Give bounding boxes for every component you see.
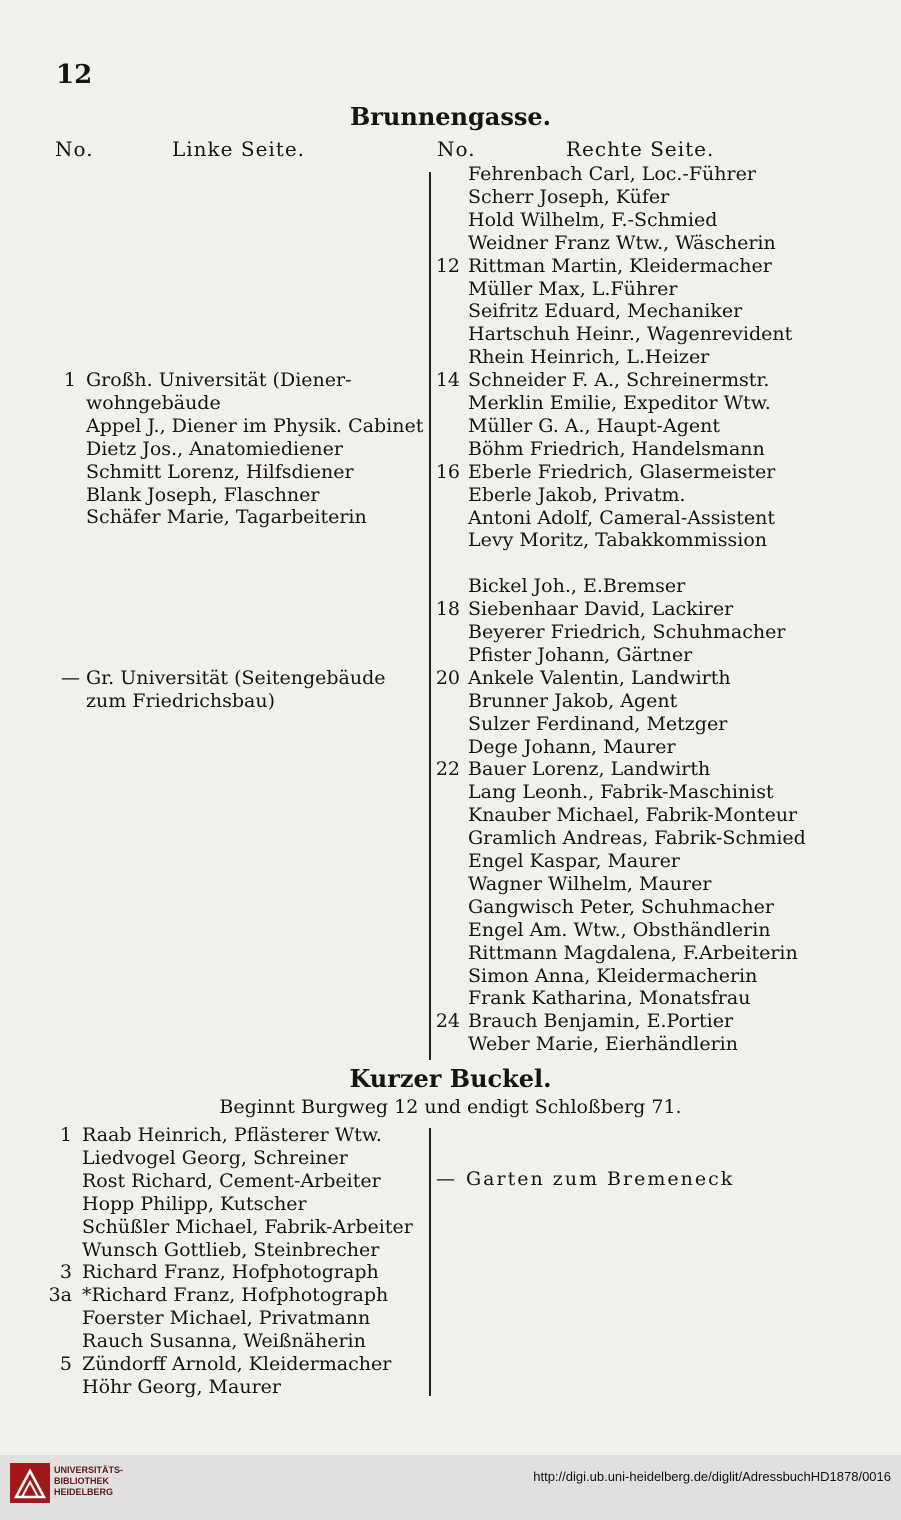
column-header-left-side: Linke Seite.: [172, 137, 306, 161]
library-name-line: HEIDELBERG: [54, 1487, 114, 1497]
entry-text: Scherr Joseph, Küfer: [468, 185, 670, 208]
entry-text: Sulzer Ferdinand, Metzger: [468, 712, 728, 735]
entry-text: Höhr Georg, Maurer: [82, 1375, 281, 1398]
entry-text: Engel Am. Wtw., Obsthändlerin: [468, 918, 771, 941]
entry-text: Pfister Johann, Gärtner: [468, 643, 693, 666]
entry-number: 12: [435, 254, 460, 277]
entry-text: Raab Heinrich, Pflästerer Wtw.: [82, 1124, 382, 1146]
entry-text: Schneider F. A., Schreinermstr.: [468, 369, 770, 392]
entry-text: Bauer Lorenz, Landwirth: [468, 758, 711, 781]
entry-text: Schmitt Lorenz, Hilfsdiener: [86, 460, 354, 483]
entry-number: —: [436, 1168, 455, 1190]
entry-text: Rost Richard, Cement-Arbeiter: [82, 1169, 381, 1192]
entry-text: Hold Wilhelm, F.-Schmied: [468, 208, 718, 231]
section-title-kurzer-buckel: Kurzer Buckel.: [349, 1064, 552, 1093]
entry-text: Rittmann Magdalena, F.Arbeiterin: [468, 941, 798, 964]
university-library-logo: [10, 1463, 50, 1503]
column-header-no-left: No.: [55, 137, 94, 161]
entry-number: 1: [63, 369, 76, 391]
entry-text: Dege Johann, Maurer: [468, 735, 676, 758]
entry-text: Zündorff Arnold, Kleidermacher: [82, 1353, 392, 1375]
library-name-line: UNIVERSITÄTS-: [54, 1465, 124, 1475]
entry-text: Knauber Michael, Fabrik-Monteur: [468, 804, 798, 827]
column-divider: [429, 172, 431, 1060]
entry-text: Garten zum Bremeneck: [466, 1168, 735, 1190]
column-header-right-side: Rechte Seite.: [566, 137, 715, 161]
entry-text: Seifritz Eduard, Mechaniker: [468, 300, 743, 323]
column-header-no-right: No.: [437, 137, 476, 161]
entry-number: —: [61, 667, 80, 689]
entry-text: Hartschuh Heinr., Wagenrevident: [468, 323, 793, 346]
entry-text: Foerster Michael, Privatmann: [82, 1307, 371, 1330]
entry-text: Weidner Franz Wtw., Wäscherin: [468, 231, 776, 254]
entry-text: wohngebäude: [86, 391, 221, 414]
entry-number: 20: [435, 666, 460, 689]
entry-text: Müller G. A., Haupt-Agent: [468, 414, 720, 437]
entry-text: Gr. Universität (Seitengebäude: [86, 667, 386, 689]
entry-text: Schäfer Marie, Tagarbeiterin: [86, 506, 367, 529]
entry-text: Ankele Valentin, Landwirth: [468, 666, 731, 689]
entry-text: *Richard Franz, Hofphotograph: [82, 1284, 389, 1307]
entry-text: Rittman Martin, Kleidermacher: [468, 254, 772, 277]
entry-text: Liedvogel Georg, Schreiner: [82, 1146, 348, 1169]
page-number: 12: [56, 60, 93, 90]
entry-text: Lang Leonh., Fabrik-Maschinist: [468, 781, 774, 804]
entry-text: Bickel Joh., E.Bremser: [468, 575, 686, 598]
entry-text: Blank Joseph, Flaschner: [86, 483, 320, 506]
entry-text: Brauch Benjamin, E.Portier: [468, 1010, 734, 1033]
entry-text: Gangwisch Peter, Schuhmacher: [468, 895, 774, 918]
entry-text: Wunsch Gottlieb, Steinbrecher: [82, 1238, 380, 1261]
entry-text: Appel J., Diener im Physik. Cabinet: [86, 414, 424, 437]
entry-text: Merklin Emilie, Expeditor Wtw.: [468, 392, 771, 414]
entry-number: 1: [59, 1124, 72, 1146]
entry-text: Rauch Susanna, Weißnäherin: [82, 1330, 366, 1353]
entry-text: Wagner Wilhelm, Maurer: [468, 872, 712, 895]
entry-text: Simon Anna, Kleidermacherin: [468, 964, 758, 987]
entry-number: 18: [435, 598, 460, 621]
entry-number: 3: [59, 1261, 72, 1284]
library-name-line: BIBLIOTHEK: [54, 1476, 109, 1486]
entry-text: Levy Moritz, Tabakkommission: [468, 529, 767, 552]
entry-text: Rhein Heinrich, L.Heizer: [468, 346, 710, 369]
entry-number: 3a: [48, 1284, 72, 1307]
entry-number: 22: [435, 758, 460, 781]
entry-text: Engel Kaspar, Maurer: [468, 850, 680, 872]
entry-text: Eberle Jakob, Privatm.: [468, 483, 686, 506]
entry-text: Böhm Friedrich, Handelsmann: [468, 437, 765, 460]
entry-text: zum Friedrichsbau): [86, 689, 275, 712]
footer-bar: [0, 1455, 901, 1520]
entry-text: Gramlich Andreas, Fabrik-Schmied: [468, 827, 806, 850]
entry-text: Brunner Jakob, Agent: [468, 689, 678, 712]
entry-text: Großh. Universität (Diener-: [86, 369, 352, 391]
entry-number: 16: [435, 460, 460, 483]
entry-text: Beyerer Friedrich, Schuhmacher: [468, 621, 786, 643]
source-url-link[interactable]: http://digi.ub.uni-heidelberg.de/diglit/AdressbuchHD1878/0016: [533, 1469, 891, 1484]
entry-text: Müller Max, L.Führer: [468, 277, 678, 300]
entry-text: Fehrenbach Carl, Loc.-Führer: [468, 163, 756, 185]
entry-text: Schüßler Michael, Fabrik-Arbeiter: [82, 1215, 413, 1238]
entry-text: Frank Katharina, Monatsfrau: [468, 987, 751, 1010]
section-subtitle: Beginnt Burgweg 12 und endigt Schloßberg 71.: [219, 1096, 682, 1118]
entry-text: Richard Franz, Hofphotograph: [82, 1261, 379, 1284]
section-title-brunnengasse: Brunnengasse.: [350, 102, 551, 131]
entry-text: Weber Marie, Eierhändlerin: [468, 1033, 738, 1056]
entry-number: 14: [435, 369, 460, 392]
entry-number: 24: [435, 1010, 460, 1033]
entry-number: 5: [59, 1353, 72, 1375]
entry-text: Antoni Adolf, Cameral-Assistent: [468, 506, 776, 529]
library-name: [54, 1465, 123, 1498]
column-divider: [429, 1128, 431, 1396]
entry-text: Eberle Friedrich, Glasermeister: [468, 460, 776, 483]
entry-text: Hopp Philipp, Kutscher: [82, 1192, 307, 1215]
entry-text: Siebenhaar David, Lackirer: [468, 598, 734, 621]
entry-text: Dietz Jos., Anatomiediener: [86, 437, 343, 460]
